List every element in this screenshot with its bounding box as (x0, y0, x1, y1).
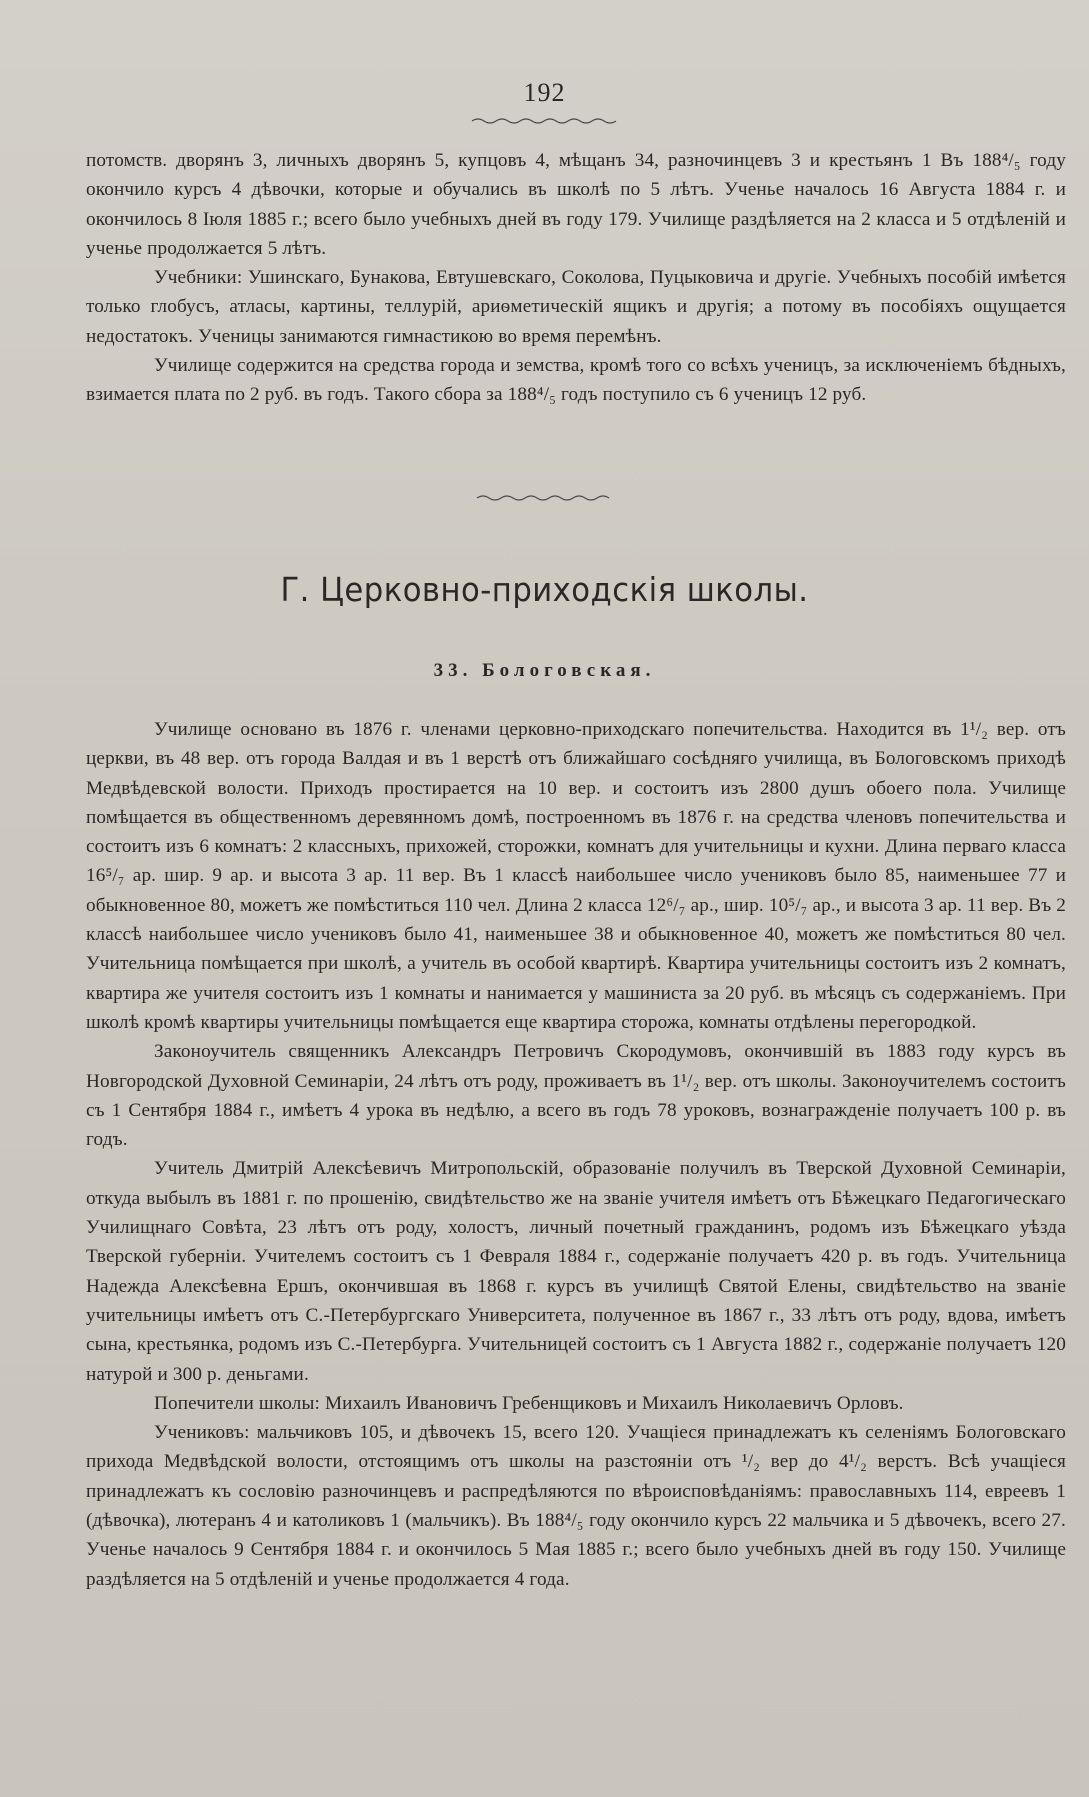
school-text-block (86, 715, 1066, 1594)
subsection-title: 33. Бологовская. (433, 660, 656, 681)
paragraph: потомств. дворянъ 3, личныхъ дворянъ 5, купцовъ 4, мѣщанъ 34, разночинцевъ 3 и крестьянъ 1 Въ 188⁴/₅ году окончило курсъ 4 дѣвочки, которые и обучались въ школѣ по 5 лѣтъ. Ученье началось 16 Августа 1884 г. и окончилось 8 Іюля 1885 г.; всего было учебныхъ дней въ году 179. Училище раздѣляется на 2 класса и 5 отдѣленій и ученье продолжается 5 лѣтъ. (86, 150, 1066, 259)
paragraph: Училище содержится на средства города и земства, кромѣ того со всѣхъ ученицъ, за исключеніемъ бѣдныхъ, взимается плата по 2 руб. въ годъ. Такого сбора за 188⁴/₅ годъ поступило съ 6 ученицъ 12 руб. (86, 355, 1066, 406)
page-number: 192 (523, 78, 566, 107)
paragraph: Учебники: Ушинскаго, Бунакова, Евтушевскаго, Соколова, Пуцыковича и другіе. Учебныхъ пособій имѣется только глобусъ, атласы, картины, теллурій, ариѳметическій ящикъ и другія; а потому въ пособіяхъ ощущается недостатокъ. Ученицы занимаются гимнастикою во время перемѣнъ. (86, 267, 1066, 347)
paragraph: Попечители школы: Михаилъ Ивановичъ Гребенщиковъ и Михаилъ Николаевичъ Орловъ. (154, 1392, 904, 1414)
section-divider-ornament (0, 489, 1089, 507)
paragraph: Учениковъ: мальчиковъ 105, и дѣвочекъ 15, всего 120. Учащіеся принадлежатъ къ селеніямъ Бологовскаго прихода Медвѣдской волости, отстоящимъ отъ школы на разстояніи отъ ¹/₂ вер до 4¹/₂ верстъ. Всѣ учащіеся принадлежатъ къ сословію разночинцевъ и распредѣляются по вѣроисповѣданіямъ: православныхъ 114, евреевъ 1 (дѣвочка), лютеранъ 4 и католиковъ 1 (мальчикъ). Въ 188⁴/₅ году окончило курсъ 22 мальчика и 5 дѣвочекъ, всего 27. Ученье началось 9 Сентября 1884 г. и окончилось 5 Мая 1885 г.; всего было учебныхъ дней въ году 150. Училище раздѣляется на 5 отдѣленій и ученье продолжается 4 года. (86, 1422, 1066, 1590)
header-ornament (0, 112, 1089, 130)
section-title: Г. Церковно-приходскія школы. (280, 570, 809, 609)
paragraph: Училище основано въ 1876 г. членами церковно-приходскаго попечительства. Находится въ 1¹/₂ вер. отъ церкви, въ 48 вер. отъ города Валдая и въ 1 верстѣ отъ ближайшаго сосѣдняго училища, въ Бологовскомъ приходѣ Медвѣдевской волости. Приходъ простирается на 10 вер. и состоитъ изъ 2800 душъ обоего пола. Училище помѣщается въ общественномъ деревянномъ домѣ, построенномъ въ 1876 г. на средства членовъ попечительства и состоитъ изъ 6 комнатъ: 2 классныхъ, прихожей, сторожки, комнатъ для учительницы и кухни. Длина перваго класса 16⁵/₇ ар. шир. 9 ар. и высота 3 ар. 11 вер. Въ 1 классѣ наибольшее число учениковъ было 85, наименьшее 77 и обыкновенное 80, можетъ же помѣститься 110 чел. Длина 2 класса 12⁶/₇ ар., шир. 10⁵/₇ ар., и высота 3 ар. 11 вер. Въ 2 классѣ наибольшее число учениковъ было 41, наименьшее 38 и обыкновенное 40, можетъ же помѣститься 80 чел. Учительница помѣщается при школѣ, а учитель въ особой квартирѣ. Квартира учительницы состоитъ изъ 2 комнатъ, квартира же учителя состоитъ изъ 1 комнаты и нанимается у машиниста за 20 руб. въ мѣсяцъ съ содержаніемъ. При школѣ кромѣ квартиры учительницы помѣщается еще квартира сторожа, комнаты отдѣлены перегородкой. (86, 719, 1066, 1033)
top-text-block (86, 146, 1066, 410)
paragraph: Учитель Дмитрій Алексѣевичъ Митропольскій, образованіе получилъ въ Тверской Духовной Семинаріи, откуда выбылъ въ 1881 г. по прошенію, свидѣтельство же на званіе учителя имѣетъ отъ Бѣжецкаго Педагогическаго Училищнаго Совѣта, 23 лѣтъ отъ роду, холостъ, личный почетный гражданинъ, родомъ изъ Бѣжецкаго уѣзда Тверской губерніи. Учителемъ состоитъ съ 1 Февраля 1884 г., содержаніе получаетъ 420 р. въ годъ. Учительница Надежда Алексѣевна Ершъ, окончившая въ 1868 г. курсъ въ училищѣ Святой Елены, свидѣтельство на званіе учительницы имѣетъ отъ С.-Петербургскаго Университета, полученное въ 1867 г., 33 лѣтъ отъ роду, вдова, имѣетъ сына, крестьянка, родомъ изъ С.-Петербурга. Учительницей состоитъ съ 1 Августа 1882 г., содержаніе получаетъ 120 натурой и 300 р. деньгами. (86, 1158, 1066, 1385)
paragraph: Законоучитель священникъ Александръ Петровичъ Скородумовъ, окончившій въ 1883 году курсъ въ Новгородской Духовной Семинаріи, 24 лѣтъ отъ роду, проживаетъ въ 1¹/₂ вер. отъ школы. Законоучителемъ состоитъ съ 1 Сентября 1884 г., имѣетъ 4 урока въ недѣлю, а всего въ годъ 78 уроковъ, вознагражденіе получаетъ 100 р. въ годъ. (86, 1041, 1066, 1151)
